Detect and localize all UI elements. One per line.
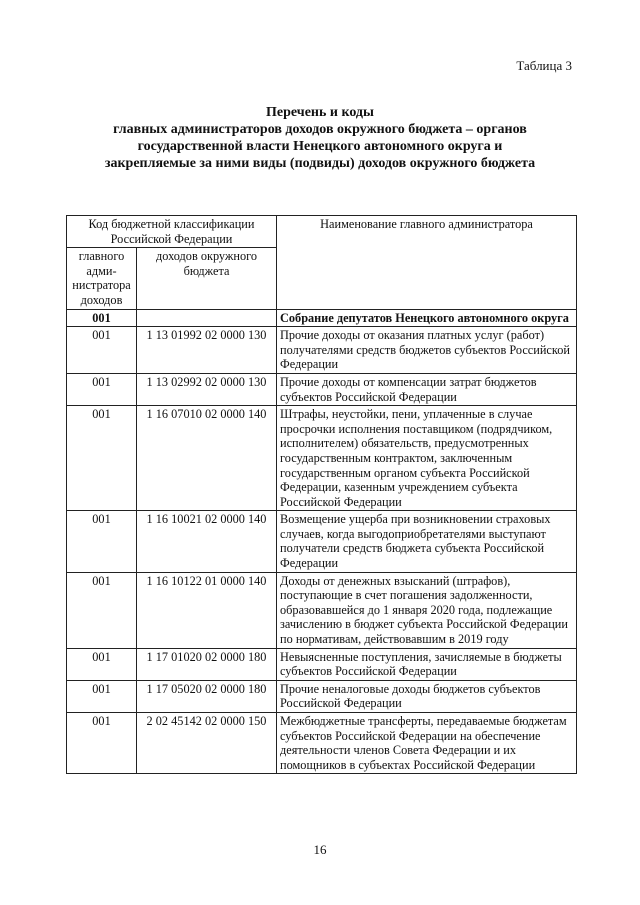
table-row (67, 680, 577, 712)
budget-code-cell: 1 16 10122 01 0000 140 (137, 572, 277, 648)
table-row (67, 406, 577, 511)
budget-code-cell: 1 16 07010 02 0000 140 (137, 406, 277, 511)
budget-code-cell: 1 13 01992 02 0000 130 (137, 327, 277, 374)
admin-code-cell: 001 (67, 406, 137, 511)
table-row (67, 572, 577, 648)
title-line: государственной власти Ненецкого автономного округа и (137, 139, 503, 154)
header-admin-code: главного адми-нистратора доходов (67, 248, 137, 309)
budget-code-cell: 1 16 10021 02 0000 140 (137, 511, 277, 572)
table-label: Таблица 3 (516, 58, 572, 73)
budget-code-cell: 2 02 45142 02 0000 150 (137, 713, 277, 774)
header-income-code: доходов окружного бюджета (137, 248, 277, 309)
admin-code-cell: 001 (67, 373, 137, 405)
admin-code-cell: 001 (67, 327, 137, 374)
budget-code-cell (137, 309, 277, 327)
header-admin-name: Наименование главного администратора (277, 216, 577, 310)
page-number: 16 (313, 842, 327, 857)
admin-name-cell: Прочие доходы от компенсации затрат бюджетов субъектов Российской Федерации (277, 373, 577, 405)
admin-code-cell: 001 (67, 713, 137, 774)
budget-code-cell: 1 13 02992 02 0000 130 (137, 373, 277, 405)
admin-name-cell: Доходы от денежных взысканий (штрафов), поступающие в счет погашения задолженности, образовавшейся до 1 января 2020 года, подлежащие зачислению в бюджет субъекта Российской Федерации по нормативам, действовавшим в 2019 году (277, 572, 577, 648)
table-header-row (67, 216, 577, 248)
admin-name-cell: Собрание депутатов Ненецкого автономного округа (277, 309, 577, 327)
table-row (67, 327, 577, 374)
table-row (67, 309, 577, 327)
admin-name-cell: Штрафы, неустойки, пени, уплаченные в случае просрочки исполнения поставщиком (подрядчиком, исполнителем) обязательств, предусмотренных государственным контрактом, заключенным государственным органом субъекта Российской Федерации, казенным учреждением субъекта Российской Федерации (277, 406, 577, 511)
admin-name-cell: Прочие неналоговые доходы бюджетов субъектов Российской Федерации (277, 680, 577, 712)
budget-code-cell: 1 17 01020 02 0000 180 (137, 648, 277, 680)
table-row (67, 511, 577, 572)
admin-name-cell: Возмещение ущерба при возникновении страховых случаев, когда выгодоприобретателями выступают получатели средств бюджета субъекта Российской Федерации (277, 511, 577, 572)
revenue-codes-table (66, 215, 577, 774)
table-row (67, 648, 577, 680)
table-body (67, 216, 577, 774)
admin-name-cell: Межбюджетные трансферты, передаваемые бюджетам субъектов Российской Федерации на обеспечение деятельности членов Совета Федерации и их помощников в субъектах Российской Федерации (277, 713, 577, 774)
admin-code-cell: 001 (67, 648, 137, 680)
admin-name-cell: Прочие доходы от оказания платных услуг (работ) получателями средств бюджетов субъектов Российской Федерации (277, 327, 577, 374)
header-classification: Код бюджетной классификации Российской Федерации (67, 216, 277, 248)
admin-code-cell: 001 (67, 309, 137, 327)
admin-code-cell: 001 (67, 572, 137, 648)
budget-code-cell: 1 17 05020 02 0000 180 (137, 680, 277, 712)
table-row (67, 713, 577, 774)
document-title (60, 104, 580, 172)
title-line: закрепляемые за ними виды (подвиды) доходов окружного бюджета (104, 156, 536, 171)
table-row (67, 373, 577, 405)
admin-code-cell: 001 (67, 511, 137, 572)
title-line: главных администраторов доходов окружного бюджета – органов (113, 122, 527, 137)
title-line: Перечень и коды (266, 105, 374, 120)
admin-name-cell: Невыясненные поступления, зачисляемые в бюджеты субъектов Российской Федерации (277, 648, 577, 680)
admin-code-cell: 001 (67, 680, 137, 712)
